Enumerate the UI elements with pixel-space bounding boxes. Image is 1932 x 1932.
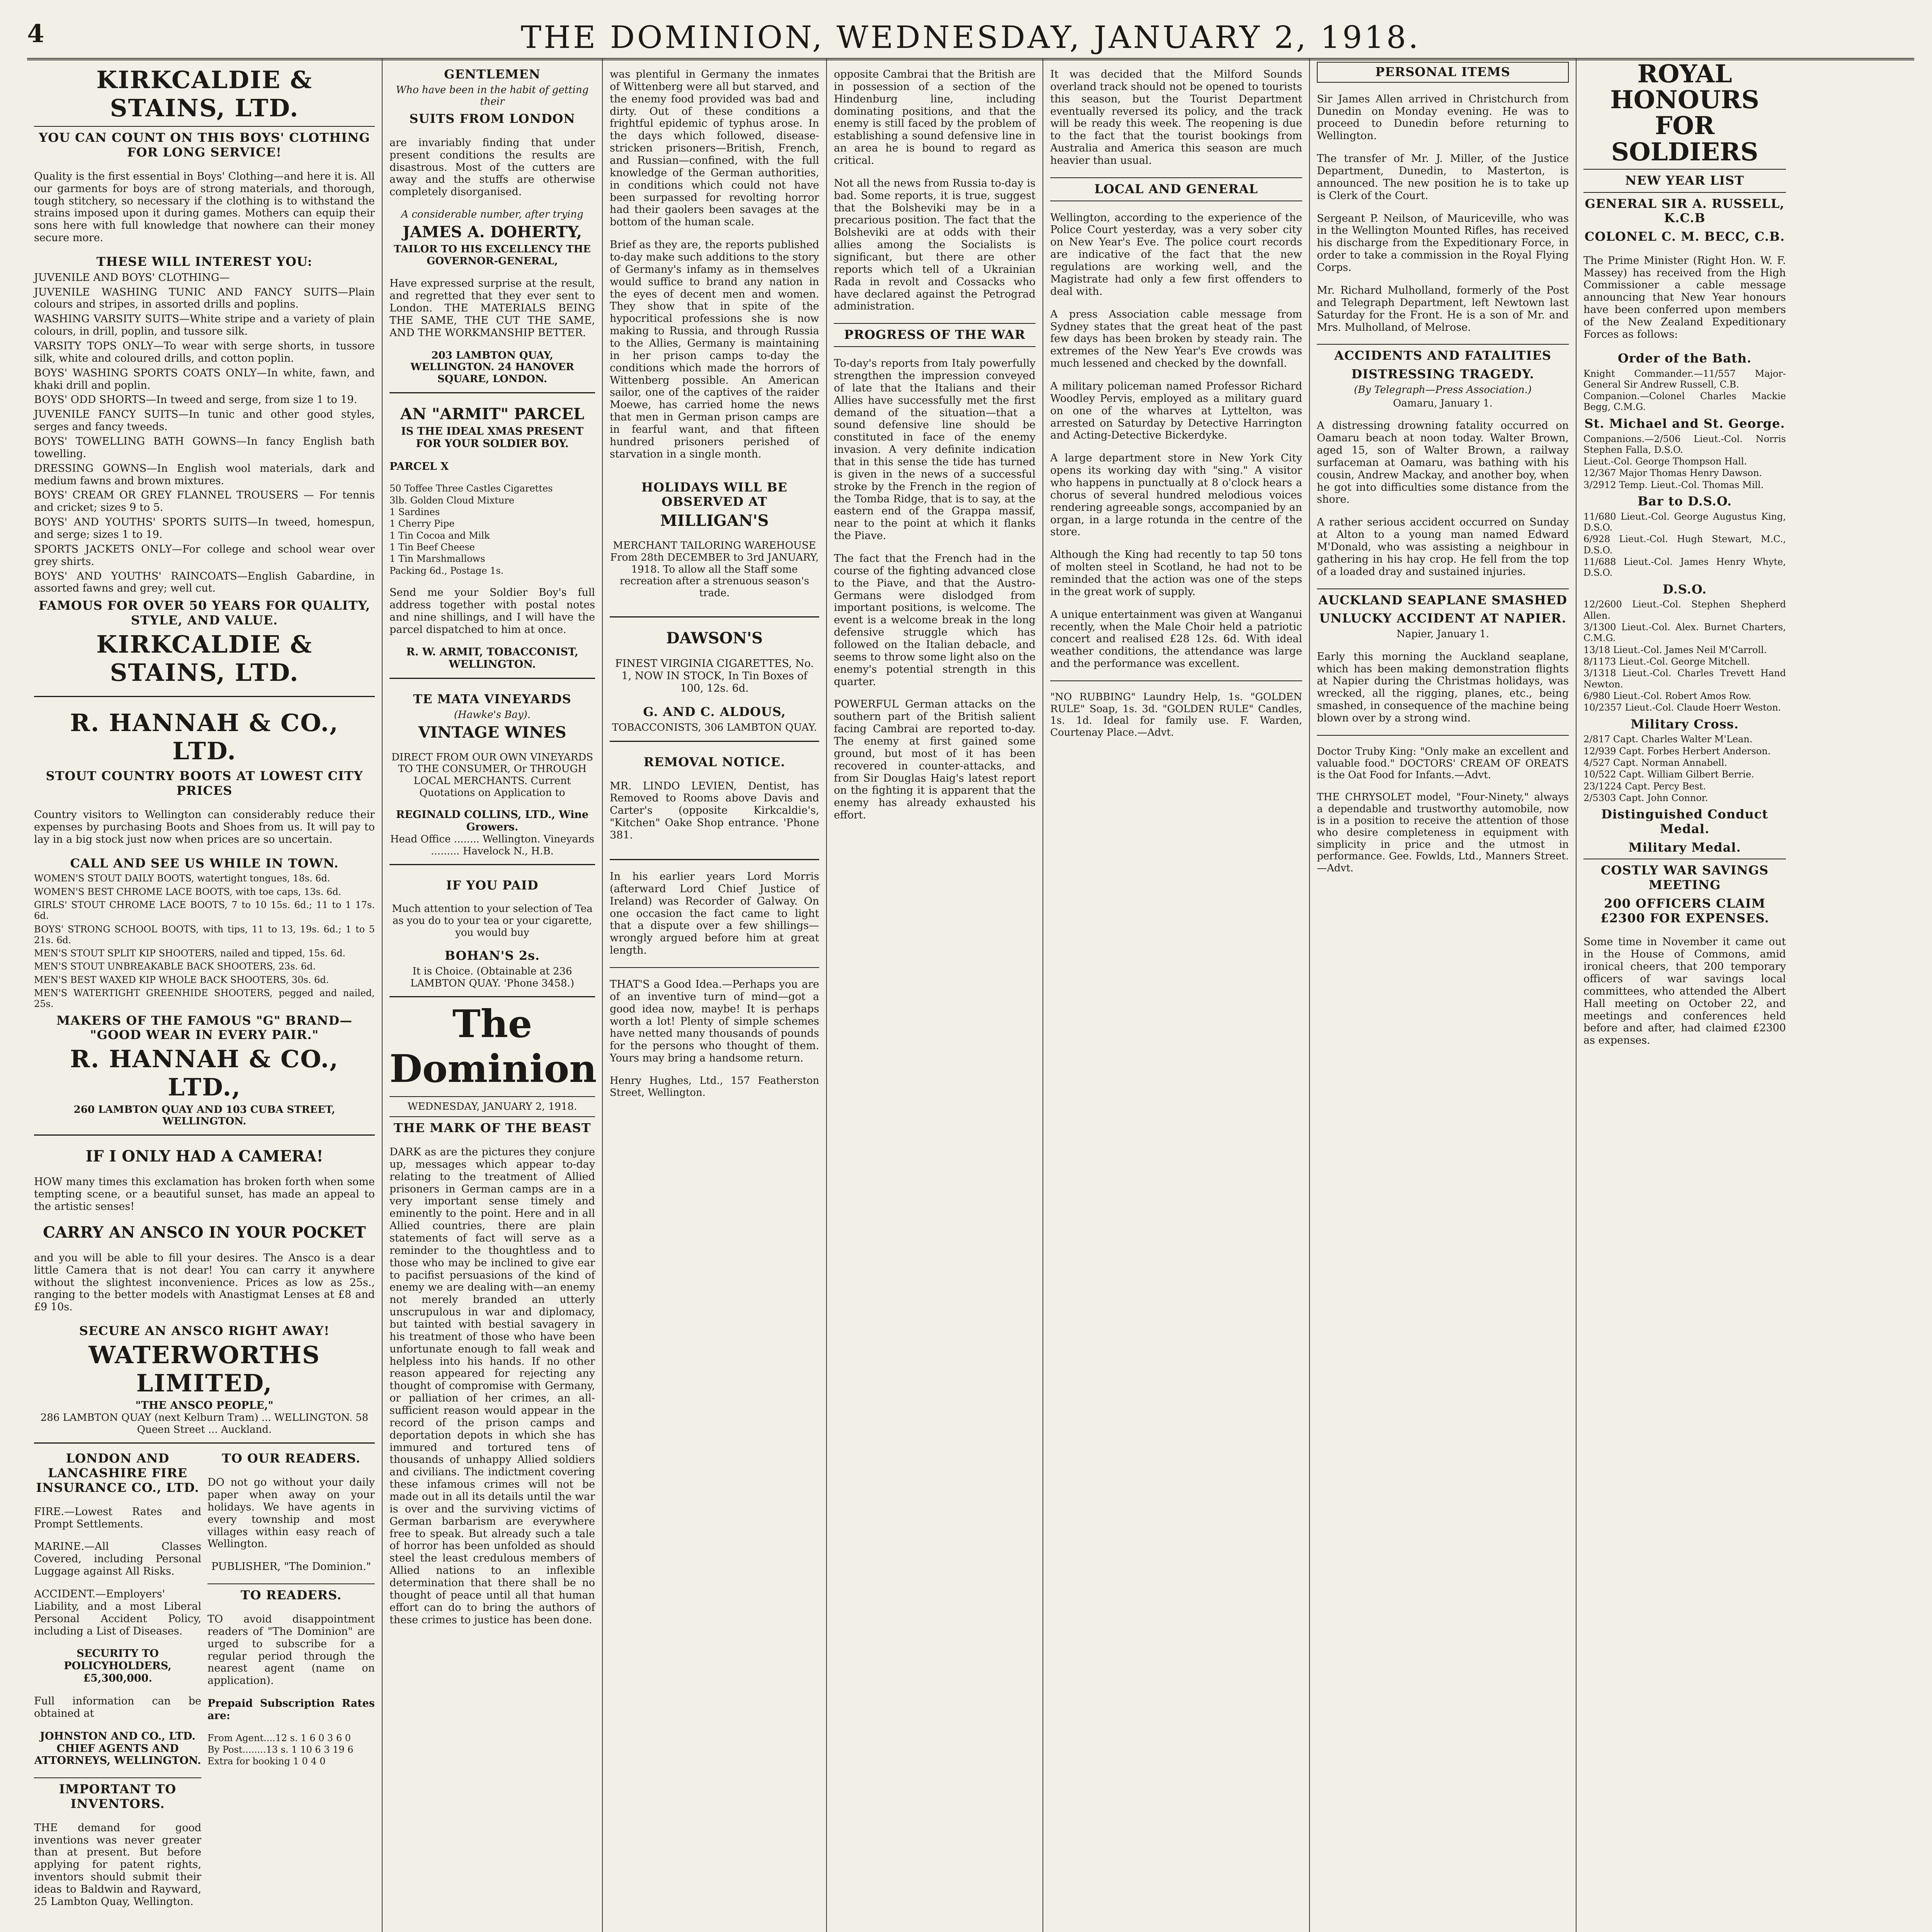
armit-item: 3lb. Golden Cloud Mixture <box>389 495 515 506</box>
columns <box>27 58 1914 1932</box>
readers2-body: TO avoid disappointment readers of "The Dominion" are urged to subscribe for a regular period through the nearest agent (name on application). <box>207 1613 375 1687</box>
hannah-heading: R. HANNAH & CO., LTD. <box>70 709 339 765</box>
armit-item: 1 Tin Beef Cheese <box>389 541 475 553</box>
insurance-heading: LONDON AND LANCASHIRE FIRE INSURANCE CO., LTD. <box>36 1451 199 1495</box>
progress-body3: POWERFUL German attacks on the southern part of the British salient facing Cambrai are reported to-day. The enemy at first gained some ground, but most of it has been recovered in counter-attacks, and from Sir Douglas Haig's latest report on the fighting it is apparent that the enemy has already exhausted his effort. <box>834 698 1036 821</box>
subscription-row: By Post........13 s. 1 10 6 3 19 6 <box>207 1744 354 1755</box>
accidents-heading: ACCIDENTS AND FATALITIES <box>1334 348 1551 363</box>
kirkcaldie-ad <box>34 58 375 697</box>
hannah-tagline: STOUT COUNTRY BOOTS AT LOWEST CITY PRICES <box>46 769 363 798</box>
gentlemen-sub: Who have been in the habit of getting their <box>396 84 589 108</box>
armit-item: 1 Tin Marshmallows <box>389 553 485 565</box>
hannah-intro: Country visitors to Wellington can considerably reduce their expenses by purchasing Boots and Shoes from us. It will pay to lay in a big stock just now when prices are so uncertain. <box>34 808 375 845</box>
subscription-row: From Agent....12 s. 1 6 0 3 6 0 <box>207 1732 351 1743</box>
kirkcaldie-item: JUVENILE AND BOYS' CLOTHING— <box>34 271 230 284</box>
editorial-heading: THE MARK OF THE BEAST <box>393 1121 591 1136</box>
local-body: Wellington, according to the experience of the Police Court yesterday, was a very sober city on New Year's Eve. The police court records are indicative of the fact that the new regulations are working well, and the Magistrate had only a few first offenders to deal with. <box>1050 211 1302 298</box>
waterworths-sub: "THE ANSCO PEOPLE," <box>135 1400 274 1412</box>
insurance-agents: JOHNSTON AND CO., LTD. CHIEF AGENTS AND ATTORNEYS, WELLINGTON. <box>34 1730 201 1767</box>
kirkcaldie-item: VARSITY TOPS ONLY—To wear with serge shorts, in tussore silk, white and coloured drills, and cotton poplin. <box>34 340 375 364</box>
personal-body: Sir James Allen arrived in Christchurch from Dunedin on Monday evening. He was to proceed to Dunedin before returning to Wellington. <box>1317 93 1569 142</box>
kirkcaldie-footer: KIRKCALDIE & STAINS, LTD. <box>96 630 313 687</box>
armit-sub: IS THE IDEAL XMAS PRESENT FOR YOUR SOLDIER BOY. <box>401 425 583 450</box>
kirkcaldie-item: BOYS' TOWELLING BATH GOWNS—In fancy English bath towelling. <box>34 435 375 460</box>
milligan-body: MERCHANT TAILORING WAREHOUSE From 28th DECEMBER to 3rd JANUARY, 1918. To allow all the Staff some recreation after a strenuous season's trade. <box>610 540 819 599</box>
hannah-callsee: CALL AND SEE US WHILE IN TOWN. <box>70 855 339 871</box>
camera-body: HOW many times this exclamation has broken forth when some tempting scene, or a beautiful sunset, has made an appeal to the artistic senses! <box>34 1176 375 1213</box>
subscription-heading: Prepaid Subscription Rates are: <box>207 1697 375 1722</box>
local-body4: A large department store in New York City opens its working day with "sing." A visitor who happens in punctually at 8 o'clock hears a chorus of several hundred melodious voices rendering agreeable songs, accompanied by an organ, in a large rotunda in the centre of the store. <box>1050 452 1302 538</box>
ad-bottom: Doctor Truby King: "Only make an excellent and valuable food." DOCTORS' CREAM OF OREATS is the Oat Food for Infants.—Advt. <box>1317 745 1569 781</box>
hannah-item: MEN'S STOUT SPLIT KIP SHOOTERS, nailed and tipped, 15s. 6d. <box>34 948 346 959</box>
progress-body2: The fact that the French had in the course of the fighting advanced close to the Piave, and that the Austro-Germans were dislodged from important positions, is welcome. The event is a welcome break in the long defensive struggle which has followed on the Italian debacle, and seems to throw some light also on the enemy's potential strength in this quarter. <box>834 552 1036 688</box>
local-body2: A press Association cable message from Sydney states that the great heat of the past few days has been broken by steady rain. The extremes of the New Year's Eve crowds was much lessened and checked by the downfall. <box>1050 308 1302 370</box>
bohan-brand: BOHAN'S 2s. <box>444 948 540 963</box>
bohan-footer: It is Choice. (Obtainable at 236 LAMBTON QUAY. 'Phone 3458.) <box>410 965 574 989</box>
armit-heading: AN "ARMIT" PARCEL <box>400 405 585 423</box>
st-michael: St. Michael and St. George. <box>1584 416 1785 431</box>
editorial-body2: Brief as they are, the reports published to-day make such additions to the story of Germany's infamy as in themselves would suffice to brand any nation in the eyes of decent men and women. They show that in spite of the hypocritical professions she is now making to Russia, and through Russia to the Allies, Germany is maintaining in her prison camps to-day the conditions which made the horrors of Wittenberg possible. An American sailor, one of the captives of the raider Moewe, has carried home the news that men in German prison camps are in fearful want, and that fifteen hundred prisoners perished of starvation in a single month. <box>610 239 819 460</box>
personal-body2: The transfer of Mr. J. Miller, of the Justice Department, Dunedin, to Masterton, is announced. The new position he is to take up is Clerk of the Court. <box>1317 153 1569 202</box>
column-2 <box>383 58 603 1932</box>
mata-title: VINTAGE WINES <box>418 723 566 742</box>
bohan-heading: IF YOU PAID <box>446 878 539 893</box>
seaplane-sub: UNLUCKY ACCIDENT AT NAPIER. <box>1319 611 1566 626</box>
local-body5: Although the King had recently to tap 50 tons of molten steel in Scotland, he had not to be reminded that the action was one of the steps in the great work of supply. <box>1050 549 1302 598</box>
kirkcaldie-item: BOYS' AND YOUTHS' RAINCOATS—English Gabardine, in assorted fawns and grey; well cut. <box>34 570 375 595</box>
readers-body: DO not go without your daily paper when away on your holidays. We have agents in every township and most villages within easy reach of Wellington. <box>207 1476 375 1550</box>
war-column: was plentiful in Germany the inmates of Wittenberg were all but starved, and the enemy food provided was bad and dirty. Out of these conditions a frightful epidemic of typhus arose. In the days which followed, disease-stricken prisoners—British, French, and Russian—confined, with the full knowledge of the German authorities, in conditions which could not have been surpassed for revolting horror had their gaolers been savages at the bottom of the human scale. <box>610 68 819 228</box>
dawson-body: FINEST VIRGINIA CIGARETTES, No. 1, NOW IN STOCK, In Tin Boxes of 100, 12s. 6d. <box>615 657 814 694</box>
mata-offices: Head Office ........ Wellington. Vineyards ......... Havelock N., H.B. <box>390 833 595 857</box>
col1-bottom <box>34 1447 375 1918</box>
masthead <box>27 15 1914 60</box>
hannah-item: WOMEN'S BEST CHROME LACE BOOTS, with toe caps, 13s. 6d. <box>34 886 342 897</box>
readers2-heading: TO READERS. <box>240 1588 342 1603</box>
mata-contact: REGINALD COLLINS, LTD., Wine Growers. <box>396 809 589 833</box>
kirkcaldie-interest: THESE WILL INTEREST YOU: <box>96 254 313 269</box>
insurance-line: ACCIDENT.—Employers' Liability, and a most Liberal Personal Accident Policy, including a List of Diseases. <box>34 1588 201 1637</box>
kirkcaldie-heading: KIRKCALDIE & STAINS, LTD. <box>96 66 313 122</box>
mc-item: 23/1224 Capt. Percy Best. <box>1583 781 1706 792</box>
mc-item: 2/5303 Capt. John Connor. <box>1583 792 1708 803</box>
mata-heading: TE MATA VINEYARDS <box>413 692 571 707</box>
honours-colonel: COLONEL C. M. BECC, C.B. <box>1584 229 1785 244</box>
local-heading: LOCAL AND GENERAL <box>1094 181 1258 196</box>
tragedy-body: A distressing drowning fatality occurred on Oamaru beach at noon today. Walter Brown, aged 15, son of Walter Brown, a railway surfaceman at Oamaru, was bathing with his cousin, Andrew Mackay, and another boy, when he got into difficulties some distance from the shore. <box>1317 420 1569 506</box>
dso: D.S.O. <box>1663 582 1707 597</box>
war-column3: Not all the news from Russia to-day is bad. Some reports, it is true, suggest that the Bolsheviki may be in a precarious position. The fact that the Bolsheviki are at odds with their allies among the Socialists is significant, but there are other reports which tell of a Ukrainian Rada in revolt and Cossacks who have declared against the Petrograd administration. <box>834 177 1036 313</box>
personal-body4: Mr. Richard Mulholland, formerly of the Post and Telegraph Department, left Newtown last Saturday for the Front. He is a son of Mr. and Mrs. Mulholland, of Melrose. <box>1317 284 1569 333</box>
armit-item: Packing 6d., Postage 1s. <box>389 565 504 576</box>
kirkcaldie-item: BOYS' ODD SHORTS—In tweed and serge, from size 1 to 19. <box>34 394 357 406</box>
armit-body: Send me your Soldier Boy's full address together with postal notes and nine shillings, and I will have the parcel dispatched to him at once. <box>389 586 595 636</box>
hannah-item: MEN'S WATERTIGHT GREENHIDE SHOOTERS, pegged and nailed, 25s. <box>34 988 375 1010</box>
kirkcaldie-intro: Quality is the first essential in Boys' Clothing—and here it is. All our garments for boys are of strong materials, and thorough, tough stitchery, so necessary if the clothing is to withstand the strains imposed upon it during games. Mothers can equip their sons here with full knowledge that nowhere can their money secure more. <box>34 170 375 244</box>
savings-heading: COSTLY WAR SAVINGS MEETING <box>1600 863 1769 893</box>
progress-body: To-day's reports from Italy powerfully strengthen the impression conveyed of late that the Italians and their Allies have successfully met the first demand of the situation—that a sound defensive line should be constituted in face of the enemy invasion. A very definite indication that in this sense the tide has turned is given in the news of a successful stroke by the French in the region of the Tomba Ridge, that is to say, at the eastern end of the Grappa massif, near to the point at which it flanks the Piave. <box>834 357 1036 542</box>
camera-cta: CARRY AN ANSCO IN YOUR POCKET <box>43 1223 366 1242</box>
hannah-ad <box>34 701 375 1136</box>
insurance-ad <box>34 1447 201 1918</box>
kirkcaldie-tagline: YOU CAN COUNT ON THIS BOYS' CLOTHING FOR LONG SERVICE! <box>39 130 370 160</box>
recorder-body: In his earlier years Lord Morris (afterward Lord Chief Justice of Ireland) was Recorder of Galway. On one occasion the fact came to light that a dispute over a few shillings—wrongly argued before him at great length. <box>610 870 819 957</box>
tragedy-sub: (By Telegraph—Press Association.) <box>1354 384 1532 396</box>
honours-heading: ROYAL HONOURS FOR SOLDIERS <box>1610 60 1759 167</box>
kirkcaldie-item: DRESSING GOWNS—In English wool materials, dark and medium fawns and brown mixtures. <box>34 462 375 487</box>
editorial-body: DARK as are the pictures they conjure up, messages which appear to-day relating to the treatment of Allied prisoners in German camps are in a very important sense timely and eminently to the point. Here and in all Allied countries, there are plain statements of fact will serve as a reminder to the thoughtless and to those who may be inclined to give ear to pacifist persuasions of the kind of enemy we are dealing with—an enemy not merely branded an utterly unscrupulous in war and diplomacy, but tainted with bestial savagery in his treatment of those who have been unfortunate enough to fall weak and helpless into his hands. If no other reason appeared for rejecting any thought of compromise with Germany, or palliation of her crimes, an all-sufficient reason would appear in the record of the prison camps and deportation depots in which she has immured and tortured tens of thousands of unhappy Allied soldiers and civilians. The indictment covering these infamous crimes will not be made out in all its details until the war is over and the surviving victims of German barbarism are everywhere free to speak. But already such a tale of horror has been unfolded as should steel the least credulous members of Allied nations to an inflexible determination that there shall be no thought of peace until all that human effort can do to bring the authors of these crimes to justice has been done. <box>389 1146 595 1626</box>
mata-sub: (Hawke's Bay). <box>454 709 531 721</box>
bohan-ad <box>389 869 595 997</box>
insurance-line: FIRE.—Lowest Rates and Prompt Settlements. <box>34 1505 201 1530</box>
michael-item: 3/2912 Temp. Lieut.-Col. Thomas Mill. <box>1583 479 1764 490</box>
armit-parcel: PARCEL X <box>389 460 449 473</box>
hannah-makers: MAKERS OF THE FAMOUS "G" BRAND— "GOOD WEAR IN EVERY PAIR." <box>56 1013 352 1043</box>
mata-ad <box>389 683 595 865</box>
michael-item: Lieut.-Col. George Thompson Hall. <box>1583 456 1747 467</box>
camera-heading: IF I ONLY HAD A CAMERA! <box>85 1147 323 1165</box>
suits-heading: SUITS FROM LONDON <box>409 111 575 126</box>
kirkcaldie-item: SPORTS JACKETS ONLY—For college and school wear over grey shirts. <box>34 543 375 568</box>
kirkcaldie-item: WASHING VARSITY SUITS—White stripe and a variety of plain colours, in drill, poplin, and tussore silk. <box>34 313 375 338</box>
suits-body: are invariably finding that under present conditions the results are disastrous. Most of the cutters are away and the stuffs are otherwise completely disorganised. <box>389 136 595 198</box>
insurance-info: Full information can be obtained at <box>34 1695 201 1719</box>
dso-item: 10/2357 Lieut.-Col. Claude Hoerr Weston. <box>1583 702 1781 713</box>
readers-sig: PUBLISHER, "The Dominion." <box>211 1561 371 1573</box>
hannah-address: 260 LAMBTON QUAY AND 103 CUBA STREET, WELLINGTON. <box>73 1104 335 1128</box>
column-3 <box>603 58 827 1932</box>
kirkcaldie-item: JUVENILE WASHING TUNIC AND FANCY SUITS—Plain colours and stripes, in assorted drills and poplins. <box>34 286 375 311</box>
dominion-date: WEDNESDAY, JANUARY 2, 1918. <box>407 1100 577 1112</box>
dominion-logo: The Dominion <box>389 1002 597 1091</box>
readers-notices <box>207 1447 375 1918</box>
honours-russell: GENERAL SIR A. RUSSELL, K.C.B <box>1585 196 1785 226</box>
dso-bar-item: 6/928 Lieut.-Col. Hugh Stewart, M.C., D.S.O. <box>1583 534 1786 556</box>
dso-item: 3/1300 Lieut.-Col. Alex. Burnet Charters, C.M.G. <box>1583 622 1786 644</box>
mc-item: 4/527 Capt. Norman Annabell. <box>1583 757 1727 768</box>
hannah-item: WOMEN'S STOUT DAILY BOOTS, watertight tongues, 18s. 6d. <box>34 873 330 884</box>
mc-item: 2/817 Capt. Charles Walter M'Lean. <box>1583 734 1753 745</box>
investors-body: THE demand for good inventions was never greater than at present. But before applying for patent rights, inventors should submit their ideas to Baldwin and Rayward, 25 Lambton Quay, Wellington. <box>34 1821 201 1908</box>
dawson-heading: DAWSON'S <box>666 629 763 647</box>
order-bath: Order of the Bath. <box>1617 350 1752 366</box>
milligan-ad <box>610 471 819 617</box>
waterworths-heading: WATERWORTHS LIMITED, <box>88 1340 320 1398</box>
hannah-item: BOYS' STRONG SCHOOL BOOTS, with tips, 11 to 13, 19s. 6d.; 1 to 5 21s. 6d. <box>34 923 375 946</box>
tragedy-dateline: Oamaru, January 1. <box>1393 397 1493 409</box>
milford-body: It was decided that the Milford Sounds overland track should not be opened to tourists this season, but the Tourist Department eventually reversed its policy, and the track will be ready this week. The reopening is due to the fact that the tourist bookings from Australia and America this season are much heavier than usual. <box>1050 68 1302 167</box>
hannah-item: MEN'S BEST WAXED KIP WHOLE BACK SHOOTERS, 30s. 6d. <box>34 974 329 985</box>
ad-bottom2: THE CHRYSOLET model, "Four-Ninety," always a dependable and trustworthy automobile, now is in a position to receive the attention of those who desire completeness in equipment with simplicity in price and the utmost in performance. Gee. Fowlds, Ltd., Manners Street.—Advt. <box>1317 791 1569 874</box>
bohan-body: Much attention to your selection of Tea as you do to your tea or your cigarette, you would buy <box>392 903 593 939</box>
removal-body: MR. LINDO LEVIEN, Dentist, has Removed to Rooms above Davis and Carter's (opposite Kirkcaldie's, "Kitchen" Oake Shop entrance. 'Phone 381. <box>610 780 819 842</box>
insurance-line: MARINE.—All Classes Covered, including Personal Luggage against All Risks. <box>34 1541 201 1578</box>
mm-heading: Military Medal. <box>1628 840 1741 855</box>
gentlemen-heading: GENTLEMEN <box>444 67 541 82</box>
armit-item: 1 Cherry Pipe <box>389 518 455 529</box>
bath-item: Companion.—Colonel Charles Mackie Begg, C.M.G. <box>1583 391 1786 413</box>
seaplane-body: Early this morning the Auckland seaplane, which has been making demonstration flights at Napier during the Christmas holidays, was wrecked, all the rigging, planes, etc., being smashed, in consequence of the machine being blown over by a strong wind. <box>1317 650 1569 724</box>
honours-sub: NEW YEAR LIST <box>1625 173 1744 188</box>
dso-item: 8/1173 Lieut.-Col. George Mitchell. <box>1583 656 1750 667</box>
medal-heading: Distinguished Conduct Medal. <box>1601 807 1769 836</box>
column-4 <box>827 58 1043 1932</box>
michael-item: Companions.—2/506 Lieut.-Col. Norris Stephen Falla, D.S.O. <box>1583 433 1786 455</box>
removal-ad <box>610 746 819 860</box>
hannah-footer: R. HANNAH & CO., LTD., <box>70 1045 339 1102</box>
mata-body: DIRECT FROM OUR OWN VINEYARDS TO THE CONSUMER, Or THROUGH LOCAL MERCHANTS. Current Quotations on Application to <box>391 751 594 799</box>
armit-item: 1 Sardines <box>389 507 440 518</box>
savings-body: Some time in November it came out in the House of Commons, amid ironical cheers, that 200 temporary officers of war savings local committees, who attended the Albert Hall meeting on October 22, and meetings and conferences held before and after, had claimed £2300 as expenses. <box>1583 936 1786 1047</box>
doherty-sub: TAILOR TO HIS EXCELLENCY THE GOVERNOR-GENERAL, <box>394 243 591 267</box>
hannah-item: MEN'S STOUT UNBREAKABLE BACK SHOOTERS, 23s. 6d. <box>34 961 316 972</box>
waterworths-address: 286 LAMBTON QUAY (next Kelburn Tram) ... WELLINGTON. 58 Queen Street ... Auckland. <box>40 1412 369 1435</box>
personal-body3: Sergeant P. Neilson, of Mauriceville, who was in the Wellington Mounted Rifles, has received his discharge from the Expeditionary Force, in order to take a commission in the Royal Flying Corps. <box>1317 212 1569 274</box>
milligan-name: MILLIGAN'S <box>660 512 769 530</box>
armit-item: 1 Tin Cocoa and Milk <box>389 530 490 541</box>
column-5 <box>1043 58 1310 1932</box>
armit-ad <box>389 397 595 679</box>
doherty-address: 203 LAMBTON QUAY, WELLINGTON. 24 HANOVER SQUARE, LONDON. <box>410 349 574 385</box>
advice-body: THAT'S a Good Idea.—Perhaps you are of an inventive turn of mind—got a good idea now, maybe! It is perhaps worth a lot! Plenty of simple schemes have netted many thousands of pounds for the persons who thought of them. Yours may bring a handsome return. <box>610 978 819 1065</box>
readers-heading: TO OUR READERS. <box>222 1451 361 1466</box>
column-1 <box>27 58 383 1932</box>
camera-ad <box>34 1139 375 1444</box>
dso-bar-item: 11/680 Lieut.-Col. George Augustus King, D.S.O. <box>1583 511 1786 533</box>
camera-secure: SECURE AN ANSCO RIGHT AWAY! <box>79 1323 330 1338</box>
military-cross: Military Cross. <box>1631 716 1739 731</box>
michael-item: 12/367 Major Thomas Henry Dawson. <box>1583 468 1762 479</box>
page-number: 4 <box>27 19 44 48</box>
suits-number: A considerable number, after trying <box>401 209 583 221</box>
tragedy-body2: A rather serious accident occurred on Sunday at Alton to a young man named Edward M'Donald, who was assisting a neighbour in gathering in his hay crop. He fell from the top of a loaded dray and sustained injuries. <box>1317 516 1569 578</box>
seaplane-heading: AUCKLAND SEAPLANE SMASHED <box>1318 592 1567 607</box>
doherty-ad <box>389 58 595 393</box>
kirkcaldie-famous: FAMOUS FOR OVER 50 YEARS FOR QUALITY, STYLE, AND VALUE. <box>38 598 371 628</box>
tragedy-heading: DISTRESSING TRAGEDY. <box>1351 367 1534 382</box>
local-body6: A unique entertainment was given at Wanganui recently, when the Male Choir held a patriotic concert and realised £28 12s. 6d. With ideal weather conditions, the attendance was large and the performance was excellent. <box>1050 608 1302 670</box>
doherty-body: Have expressed surprise at the result, and regretted that they ever sent to London. THE MATERIALS BEING THE SAME, THE CUT THE SAME, AND THE WORKMANSHIP BETTER. <box>389 277 595 339</box>
dso-bar-item: 11/688 Lieut.-Col. James Henry Whyte, D.S.O. <box>1583 556 1786 578</box>
dawson-ad <box>610 621 819 742</box>
war-column2: opposite Cambrai that the British are in possession of a section of the Hindenburg line, including dominating positions, and that the enemy is still faced by the problem of establishing a sound defensive line in an area he is bound to regard as critical. <box>834 68 1036 167</box>
aldous-heading: G. AND C. ALDOUS, <box>643 704 786 719</box>
mc-item: 12/939 Capt. Forbes Herbert Anderson. <box>1583 745 1771 757</box>
aldous-sub: TOBACCONISTS, 306 LAMBTON QUAY. <box>612 722 817 734</box>
hannah-item: GIRLS' STOUT CHROME LACE BOOTS, 7 to 10 15s. 6d.; 11 to 1 17s. 6d. <box>34 899 375 922</box>
progress-heading: PROGRESS OF THE WAR <box>844 327 1026 342</box>
column-6 <box>1310 58 1577 1932</box>
bath-item: Knight Commander.—11/557 Major-General Sir Andrew Russell, C.B. <box>1583 368 1786 390</box>
mc-item: 10/522 Capt. William Gilbert Berrie. <box>1583 769 1754 780</box>
insurance-line: SECURITY TO POLICYHOLDERS, £5,300,000. <box>64 1648 172 1685</box>
ad-bottom: "NO RUBBING" Laundry Help, 1s. "GOLDEN RULE" Soap, 1s. 3d. "GOLDEN RULE" Candles, 1s. 1d. Ideal for family use. F. Warden, Courtenay Place.—Advt. <box>1050 691 1302 738</box>
investors-heading: IMPORTANT TO INVENTORS. <box>59 1782 177 1811</box>
kirkcaldie-item: BOYS' AND YOUTHS' SPORTS SUITS—In tweed, homespun, and serge; sizes 1 to 19. <box>34 516 375 541</box>
armit-item: 50 Toffee Three Castles Cigarettes <box>389 483 553 494</box>
personal-heading: PERSONAL ITEMS <box>1317 62 1569 83</box>
kirkcaldie-item: JUVENILE FANCY SUITS—In tunic and other good styles, serges and fancy tweeds. <box>34 408 375 433</box>
doherty-heading: JAMES A. DOHERTY, <box>403 223 582 241</box>
local-body3: A military policeman named Professor Richard Woodley Pervis, employed as a military guard on one of the wharves at Lyttelton, was arrested on Saturday by Detective Harrington and Acting-Detective Bickerdyke. <box>1050 380 1302 442</box>
column-7 <box>1577 58 1793 1932</box>
subscription-row: Extra for booking 1 0 4 0 <box>207 1756 326 1767</box>
removal-heading: REMOVAL NOTICE. <box>643 754 786 769</box>
dso-item: 6/980 Lieut.-Col. Robert Amos Row. <box>1583 690 1752 701</box>
savings-sub: 200 OFFICERS CLAIM £2300 FOR EXPENSES. <box>1600 896 1769 925</box>
honours-intro: The Prime Minister (Right Hon. W. F. Massey) has received from the High Commissioner a cable message announcing that New Year honours have been conferred upon members of the New Zealand Expeditionary Forces as follows: <box>1583 254 1786 340</box>
seaplane-dateline: Napier, January 1. <box>1396 628 1489 640</box>
advice-footer: Henry Hughes, Ltd., 157 Featherston Street, Wellington. <box>610 1075 819 1099</box>
armit-sig: R. W. ARMIT, TOBACCONIST, WELLINGTON. <box>406 646 578 671</box>
kirkcaldie-item: BOYS' CREAM OR GREY FLANNEL TROUSERS — For tennis and cricket; sizes 9 to 5. <box>34 489 375 514</box>
dso-item: 12/2600 Lieut.-Col. Stephen Shepherd Allen. <box>1583 599 1786 621</box>
kirkcaldie-item: BOYS' WASHING SPORTS COATS ONLY—In white, fawn, and khaki drill and poplin. <box>34 367 375 391</box>
milligan-heading: HOLIDAYS WILL BE OBSERVED AT <box>641 480 788 509</box>
camera-body2: and you will be able to fill your desires. The Ansco is a dear little Camera that is not dear! You can carry it anywhere without the slightest inconvenience. Prices as low as 25s., ranging to the better models with Anastigmat Lenses at £8 and £9 10s. <box>34 1252 375 1313</box>
dso-item: 13/18 Lieut.-Col. James Neil M'Carroll. <box>1583 644 1767 655</box>
dso-item: 3/1318 Lieut.-Col. Charles Trevett Hand Newton. <box>1583 668 1786 690</box>
dso-bar: Bar to D.S.O. <box>1637 494 1732 509</box>
newspaper-title: THE DOMINION, WEDNESDAY, JANUARY 2, 1918. <box>520 19 1421 55</box>
